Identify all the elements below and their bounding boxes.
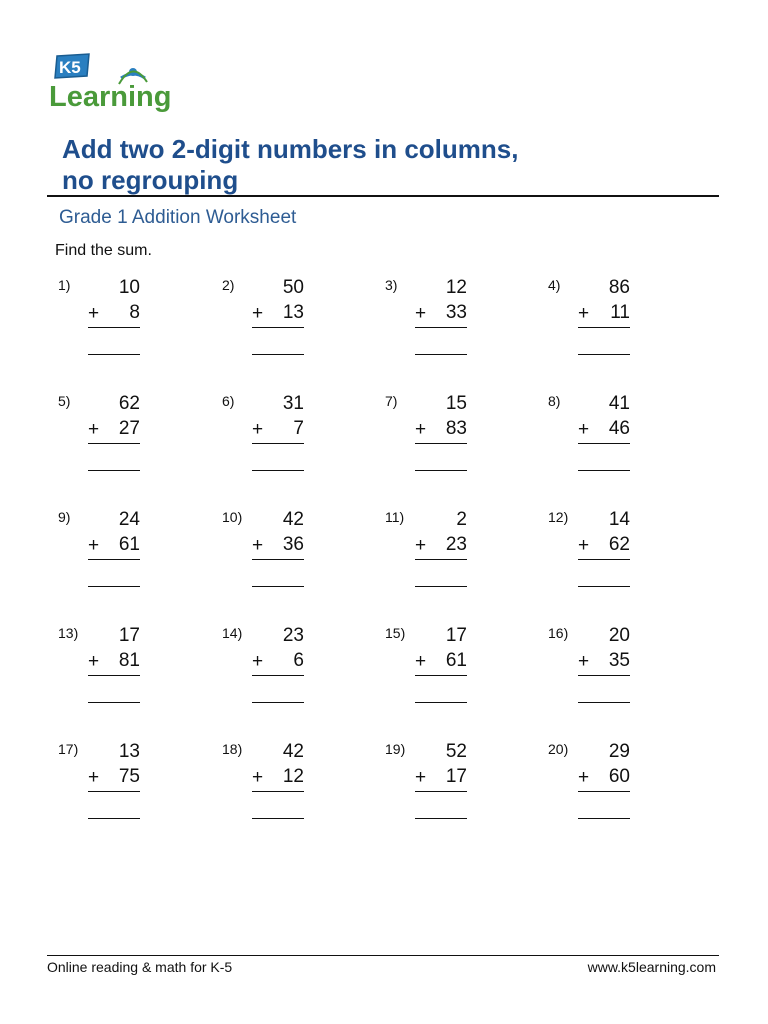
title-line-1: Add two 2-digit numbers in columns, <box>62 134 519 164</box>
answer-blank[interactable] <box>88 354 140 355</box>
plus-sign: + <box>88 419 100 440</box>
sum-line <box>252 559 304 560</box>
plus-sign: + <box>88 303 100 324</box>
plus-sign: + <box>578 303 590 324</box>
problem-14 <box>222 625 304 705</box>
answer-blank[interactable] <box>252 354 304 355</box>
answer-blank[interactable] <box>415 818 467 819</box>
problem-number: 2) <box>222 277 235 293</box>
page-title <box>62 134 702 196</box>
problem-15 <box>385 625 467 705</box>
addend-top: 29 <box>608 741 630 762</box>
addend-bottom: 83 <box>445 418 467 439</box>
title-line-2: no regrouping <box>62 165 239 195</box>
sum-line <box>88 559 140 560</box>
sum-line <box>578 327 630 328</box>
addend-bottom: 6 <box>293 650 304 671</box>
problem-4 <box>548 277 630 357</box>
title-divider <box>47 195 719 197</box>
problem-number: 9) <box>58 509 71 525</box>
problem-5 <box>58 393 140 473</box>
addend-bottom: 11 <box>610 302 630 323</box>
plus-sign: + <box>252 535 264 556</box>
sum-line <box>415 327 467 328</box>
sum-line <box>88 327 140 328</box>
addend-bottom: 7 <box>293 418 304 439</box>
answer-blank[interactable] <box>88 586 140 587</box>
sum-line <box>415 791 467 792</box>
problem-7 <box>385 393 467 473</box>
addend-bottom: 36 <box>282 534 304 555</box>
addend-bottom: 17 <box>445 766 467 787</box>
problem-number: 14) <box>222 625 243 641</box>
problem-16 <box>548 625 630 705</box>
addend-bottom: 35 <box>608 650 630 671</box>
problem-1 <box>58 277 140 357</box>
problem-9 <box>58 509 140 589</box>
addend-bottom: 61 <box>118 534 140 555</box>
problem-number: 13) <box>58 625 79 641</box>
addend-top: 42 <box>282 509 304 530</box>
addend-top: 41 <box>608 393 630 414</box>
addend-bottom: 23 <box>445 534 467 555</box>
problem-number: 20) <box>548 741 569 757</box>
addend-bottom: 62 <box>608 534 630 555</box>
addend-top: 23 <box>282 625 304 646</box>
plus-sign: + <box>415 419 427 440</box>
problem-3 <box>385 277 467 357</box>
addend-bottom: 12 <box>282 766 304 787</box>
addend-bottom: 60 <box>608 766 630 787</box>
sum-line <box>252 327 304 328</box>
addend-bottom: 13 <box>282 302 304 323</box>
plus-sign: + <box>578 767 590 788</box>
problem-number: 8) <box>548 393 561 409</box>
problem-number: 7) <box>385 393 398 409</box>
sum-line <box>578 443 630 444</box>
problem-number: 3) <box>385 277 398 293</box>
answer-blank[interactable] <box>252 470 304 471</box>
footer-divider <box>47 955 719 956</box>
sum-line <box>252 675 304 676</box>
problem-10 <box>222 509 304 589</box>
addend-top: 17 <box>118 625 140 646</box>
problem-number: 11) <box>385 509 405 525</box>
plus-sign: + <box>415 651 427 672</box>
problem-2 <box>222 277 304 357</box>
answer-blank[interactable] <box>578 470 630 471</box>
sum-line <box>88 443 140 444</box>
problem-19 <box>385 741 467 821</box>
plus-sign: + <box>252 651 264 672</box>
problem-number: 5) <box>58 393 71 409</box>
plus-sign: + <box>578 419 590 440</box>
logo-wordmark: Learning <box>49 81 172 112</box>
worksheet-subtitle: Grade 1 Addition Worksheet <box>59 207 297 228</box>
addend-top: 10 <box>118 277 140 298</box>
sum-line <box>578 675 630 676</box>
problem-number: 10) <box>222 509 243 525</box>
plus-sign: + <box>252 767 264 788</box>
sum-line <box>88 791 140 792</box>
addend-top: 14 <box>608 509 630 530</box>
logo-badge-text: K5 <box>59 58 81 77</box>
k5-learning-logo <box>47 50 187 112</box>
answer-blank[interactable] <box>578 354 630 355</box>
problem-8 <box>548 393 630 473</box>
addend-top: 24 <box>118 509 140 530</box>
answer-blank[interactable] <box>252 702 304 703</box>
addend-top: 17 <box>445 625 467 646</box>
plus-sign: + <box>88 535 100 556</box>
footer-website: www.k5learning.com <box>587 959 716 975</box>
problem-number: 4) <box>548 277 561 293</box>
problem-number: 18) <box>222 741 243 757</box>
problem-13 <box>58 625 140 705</box>
problem-number: 17) <box>58 741 79 757</box>
answer-blank[interactable] <box>88 818 140 819</box>
problem-number: 16) <box>548 625 569 641</box>
addend-top: 50 <box>282 277 304 298</box>
problem-number: 15) <box>385 625 406 641</box>
answer-blank[interactable] <box>415 470 467 471</box>
addend-top: 42 <box>282 741 304 762</box>
addend-bottom: 46 <box>608 418 630 439</box>
sum-line <box>252 791 304 792</box>
addend-bottom: 61 <box>445 650 467 671</box>
sum-line <box>88 675 140 676</box>
problem-number: 1) <box>58 277 71 293</box>
addend-top: 62 <box>118 393 140 414</box>
sum-line <box>578 791 630 792</box>
answer-blank[interactable] <box>88 470 140 471</box>
addend-top: 31 <box>282 393 304 414</box>
sum-line <box>415 443 467 444</box>
problem-20 <box>548 741 630 821</box>
answer-blank[interactable] <box>415 702 467 703</box>
problem-number: 19) <box>385 741 406 757</box>
answer-blank[interactable] <box>415 586 467 587</box>
addend-bottom: 81 <box>118 650 140 671</box>
sum-line <box>415 559 467 560</box>
addend-top: 20 <box>608 625 630 646</box>
addend-bottom: 75 <box>118 766 140 787</box>
sum-line <box>252 443 304 444</box>
addend-top: 15 <box>445 393 467 414</box>
problem-number: 12) <box>548 509 569 525</box>
answer-blank[interactable] <box>578 818 630 819</box>
plus-sign: + <box>415 303 427 324</box>
addend-top: 13 <box>118 741 140 762</box>
plus-sign: + <box>252 303 264 324</box>
sum-line <box>578 559 630 560</box>
problem-6 <box>222 393 304 473</box>
addend-top: 12 <box>445 277 467 298</box>
plus-sign: + <box>88 767 100 788</box>
answer-blank[interactable] <box>415 354 467 355</box>
addend-top: 2 <box>456 509 467 530</box>
addend-bottom: 33 <box>445 302 467 323</box>
plus-sign: + <box>252 419 264 440</box>
problem-18 <box>222 741 304 821</box>
plus-sign: + <box>578 535 590 556</box>
plus-sign: + <box>415 767 427 788</box>
sum-line <box>415 675 467 676</box>
addend-top: 86 <box>608 277 630 298</box>
answer-blank[interactable] <box>88 702 140 703</box>
problem-11 <box>385 509 467 589</box>
answer-blank[interactable] <box>252 586 304 587</box>
problem-12 <box>548 509 630 589</box>
problem-number: 6) <box>222 393 235 409</box>
answer-blank[interactable] <box>578 586 630 587</box>
problem-17 <box>58 741 140 821</box>
addend-bottom: 8 <box>129 302 140 323</box>
addend-top: 52 <box>445 741 467 762</box>
instructions: Find the sum. <box>55 242 152 259</box>
addend-bottom: 27 <box>118 418 140 439</box>
answer-blank[interactable] <box>578 702 630 703</box>
footer-tagline: Online reading & math for K-5 <box>47 959 233 975</box>
plus-sign: + <box>88 651 100 672</box>
plus-sign: + <box>415 535 427 556</box>
plus-sign: + <box>578 651 590 672</box>
answer-blank[interactable] <box>252 818 304 819</box>
